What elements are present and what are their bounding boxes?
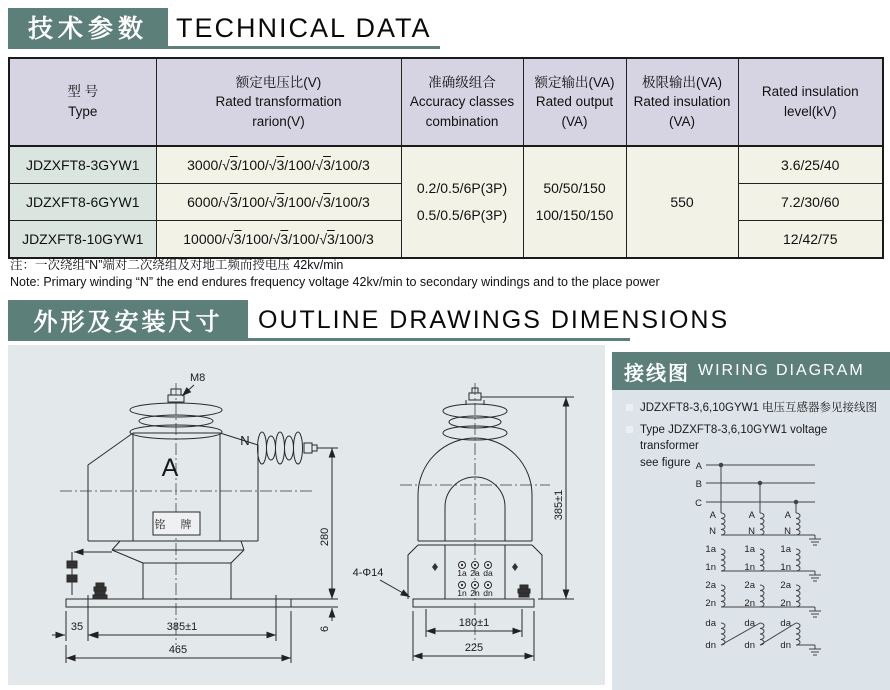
dim-225: 225 bbox=[464, 642, 484, 654]
header-line: 准确级组合 bbox=[428, 74, 496, 90]
winding-label: dn bbox=[744, 640, 755, 651]
terminal-label: dn bbox=[483, 588, 493, 598]
dim-35: 35 bbox=[70, 621, 84, 633]
bullet-square-icon bbox=[626, 404, 633, 411]
bus-label: C bbox=[695, 498, 702, 509]
col-header-limit-output bbox=[626, 58, 738, 146]
wiring-panel bbox=[612, 352, 890, 690]
cell-accuracy bbox=[401, 146, 523, 258]
winding-label: da bbox=[780, 618, 791, 629]
winding-label: 2a bbox=[780, 580, 791, 591]
header-line: Rated insulation bbox=[633, 94, 731, 110]
section-title-technical-zh: 技术参数 bbox=[8, 8, 168, 46]
header-line: combination bbox=[425, 113, 499, 129]
winding-label: 1n bbox=[780, 562, 791, 573]
label-m8: M8 bbox=[190, 372, 206, 384]
wiring-bullet-line: Type JDZXFT8-3,6,10GYW1 voltage transformer bbox=[640, 423, 828, 453]
winding-label: A bbox=[748, 510, 755, 521]
col-header-insulation-level bbox=[738, 58, 883, 146]
winding-label: 1n bbox=[705, 562, 716, 573]
header-line: rarion(V) bbox=[252, 113, 305, 129]
label-n: N bbox=[240, 433, 250, 448]
winding-label: N bbox=[709, 526, 716, 537]
front-view-labels bbox=[71, 372, 331, 656]
dim-385: 385±1 bbox=[166, 621, 198, 633]
cell-type-2: JDZXFT8-6GYW1 bbox=[9, 184, 156, 221]
outline-drawings-panel bbox=[8, 345, 605, 685]
section-title-outline-zh: 外形及安装尺寸 bbox=[8, 300, 248, 338]
winding-label: 1a bbox=[744, 544, 755, 555]
col-header-accuracy bbox=[401, 58, 523, 146]
wiring-diagram-lines bbox=[706, 463, 821, 655]
section-rule bbox=[8, 46, 440, 49]
header-line: 额定电压比(V) bbox=[235, 74, 322, 90]
dim-385-side: 385±1 bbox=[553, 489, 565, 521]
wiring-title-zh: 接线图 bbox=[624, 362, 690, 385]
header-line: Rated transformation bbox=[215, 94, 342, 110]
winding-label: 2n bbox=[780, 598, 791, 609]
side-view-labels bbox=[353, 490, 565, 654]
wiring-diagram-labels bbox=[695, 461, 792, 651]
cell-ratio-3: 10000/√3/100/√3/100/√3/100/3 bbox=[156, 221, 401, 259]
winding-label: dn bbox=[780, 640, 791, 651]
col-header-type bbox=[9, 58, 156, 146]
cell-insulation-1: 3.6/25/40 bbox=[738, 146, 883, 184]
wiring-title-bar bbox=[612, 352, 890, 390]
table-notes bbox=[10, 257, 660, 291]
nameplate-label: 铭 牌 bbox=[154, 519, 198, 531]
terminal-label: 1a bbox=[457, 568, 467, 578]
cell-type-3: JDZXFT8-10GYW1 bbox=[9, 221, 156, 259]
winding-label: 2n bbox=[744, 598, 755, 609]
terminal-label: 1n bbox=[457, 588, 467, 598]
winding-label: A bbox=[784, 510, 791, 521]
winding-label: N bbox=[748, 526, 755, 537]
col-header-rated-output bbox=[523, 58, 626, 146]
header-line: 额定输出(VA) bbox=[534, 74, 615, 90]
technical-data-table bbox=[8, 57, 884, 259]
winding-label: 1a bbox=[705, 544, 716, 555]
winding-label: da bbox=[744, 618, 755, 629]
wiring-title-en: WIRING DIAGRAM bbox=[698, 362, 865, 379]
header-line: (VA) bbox=[561, 113, 588, 129]
wiring-bullet-1 bbox=[626, 400, 878, 417]
header-line: (VA) bbox=[669, 113, 695, 129]
winding-label: 2n bbox=[705, 598, 716, 609]
cell-limit-output: 550 bbox=[626, 146, 738, 258]
winding-label: 1n bbox=[744, 562, 755, 573]
section-rule bbox=[8, 338, 630, 341]
col-header-ratio bbox=[156, 58, 401, 146]
cell-ratio-2: 6000/√3/100/√3/100/√3/100/3 bbox=[156, 184, 401, 221]
cell-rated-output bbox=[523, 146, 626, 258]
label-mounting-holes: 4-Φ14 bbox=[352, 567, 384, 579]
section-title-outline-en: OUTLINE DRAWINGS DIMENSIONS bbox=[258, 306, 730, 334]
header-line: Rated output bbox=[535, 94, 614, 110]
winding-label: 2a bbox=[744, 580, 755, 591]
header-line: 极限输出(VA) bbox=[642, 74, 722, 90]
header-line: Rated insulation bbox=[761, 84, 859, 100]
terminal-label: 2a bbox=[470, 568, 480, 578]
cell-type-1: JDZXFT8-3GYW1 bbox=[9, 146, 156, 184]
wiring-bullet-text: JDZXFT8-3,6,10GYW1 电压互感器参见接线图 bbox=[640, 402, 878, 414]
dim-6: 6 bbox=[319, 625, 331, 632]
winding-label: 1a bbox=[780, 544, 791, 555]
table-row bbox=[9, 146, 883, 184]
winding-label: da bbox=[705, 618, 716, 629]
note-zh: 注：一次绕组“N”端对二次绕组及对地工频而授电压 42kv/min bbox=[10, 258, 344, 272]
wiring-diagram-svg bbox=[612, 440, 890, 690]
cell-insulation-3: 12/42/75 bbox=[738, 221, 883, 259]
header-line: 型 号 bbox=[67, 84, 99, 100]
terminal-label: 2n bbox=[470, 588, 480, 598]
outline-drawings-svg bbox=[8, 345, 605, 685]
header-line: level(kV) bbox=[783, 104, 837, 119]
bus-label: B bbox=[695, 479, 702, 490]
bullet-square-icon bbox=[626, 426, 633, 433]
bus-label: A bbox=[695, 461, 702, 472]
rated-output-line: 50/50/150 bbox=[543, 180, 606, 197]
wiring-bullet-line: see figure bbox=[640, 457, 691, 470]
accuracy-line: 0.5/0.5/6P(3P) bbox=[416, 207, 508, 223]
dim-180: 180±1 bbox=[458, 617, 490, 629]
rated-output-line: 100/150/150 bbox=[535, 207, 614, 223]
label-a: A bbox=[161, 454, 179, 482]
section-title-technical-en: TECHNICAL DATA bbox=[176, 13, 432, 43]
winding-label: 2a bbox=[705, 580, 716, 591]
note-en: Note: Primary winding “N” the end endures frequency voltage 42kv/min to secondary windings and to the place power bbox=[10, 274, 660, 289]
winding-label: A bbox=[709, 510, 716, 521]
terminal-label: da bbox=[483, 568, 493, 578]
dim-280: 280 bbox=[319, 527, 331, 547]
table-header-row bbox=[9, 58, 883, 146]
accuracy-line: 0.2/0.5/6P(3P) bbox=[416, 180, 508, 197]
cell-insulation-2: 7.2/30/60 bbox=[738, 184, 883, 221]
dim-465: 465 bbox=[168, 644, 188, 656]
cell-ratio-1: 3000/√3/100/√3/100/√3/100/3 bbox=[156, 146, 401, 184]
winding-label: N bbox=[784, 526, 791, 537]
header-line: Accuracy classes bbox=[409, 94, 515, 110]
winding-label: dn bbox=[705, 640, 716, 651]
header-line: Type bbox=[68, 104, 98, 119]
